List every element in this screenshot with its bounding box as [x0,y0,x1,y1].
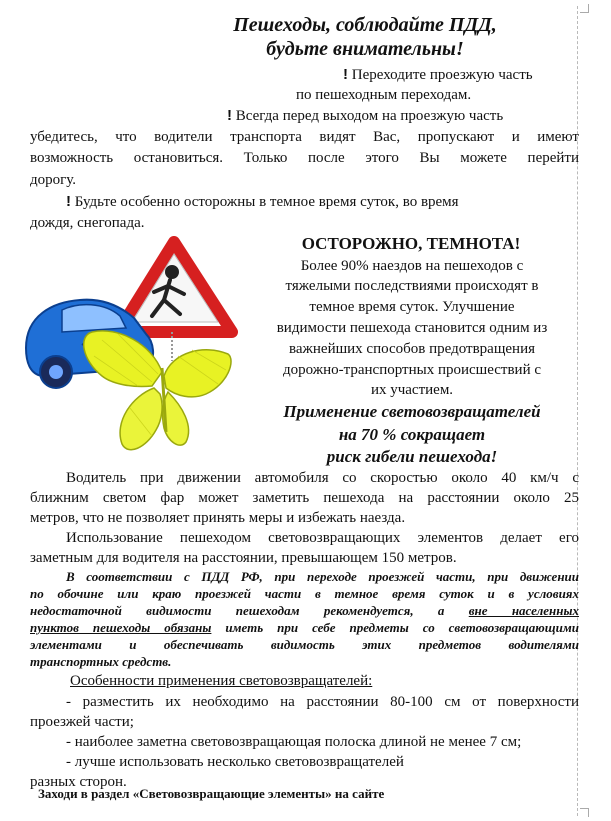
law-text-line: элементами и обеспечивать видимость этих предметов водителями [30,637,579,652]
reflector-claim-line-1: Применение световозвращателей [283,402,541,421]
darkness-text-line: тяжелыми последствиями происходят в [285,278,539,294]
intro-paragraph-1: ! Переходите проезжую часть [343,66,533,83]
law-text-line: В соответствии с ПДД РФ, при переходе проезжей части, при движении [66,569,579,584]
page-title-line-1: Пешеходы, соблюдайте ПДД, [233,14,497,36]
law-emphasis: вне населенных [468,603,579,618]
law-text-line: транспортных средств. [30,654,172,669]
exclamation-icon: ! [343,66,348,83]
darkness-text-line: Более 90% наездов на пешеходов с [300,258,524,274]
reflector-illustration [22,236,240,462]
features-item: - разместить их необходимо на расстоянии 80-100 см от поверхности [66,694,579,710]
features-item: - наиболее заметна световозвращающая полоска длиной не менее 7 см; [66,734,522,750]
darkness-text-line: дорожно-транспортных происшествий с [282,362,542,378]
intro-paragraph-1-cont: по пешеходным переходам. [296,87,472,103]
body-paragraph-line: заметным для водителя на расстоянии, превышающем 150 метров. [30,550,457,566]
features-item-cont: разных сторон. [30,774,127,790]
law-text-line: недостаточной видимости пешеходам рекомендуется, а вне населенных [30,603,579,618]
intro-paragraph-2-line: возможность остановиться. Только после этого Вы можете перейти [30,150,579,166]
intro-paragraph-3-cont: дождя, снегопада. [30,215,145,231]
intro-paragraph-2-line: дорогу. [30,172,77,188]
page-title-line-2: будьте внимательны! [266,38,464,60]
darkness-text-line: темное время суток. Улучшение [309,299,515,315]
reflector-claim-line-2: на 70 % сокращает [338,425,486,444]
law-text-line: пунктов пешеходы обязаны иметь при себе предметы со световозвращающими [30,620,579,635]
reflector-claim-line-3: риск гибели пешехода! [326,447,498,466]
corner-mark [580,808,589,817]
darkness-heading: ОСТОРОЖНО, ТЕМНОТА! [301,234,521,253]
features-item-cont: проезжей части; [30,714,134,730]
body-paragraph-line: Водитель при движении автомобиля со скоростью около 40 км/ч с [66,470,579,486]
darkness-text-line: важнейших способов предотвращения [288,341,535,357]
law-emphasis: пунктов пешеходы обязаны [30,620,212,635]
law-text-line: по обочине или краю проезжей части в темное время суток и в условиях [30,586,579,601]
intro-paragraph-2-line: убедитесь, что водители транспорта видят Вас, пропускают и имеют [30,129,579,145]
intro-paragraph-2: ! Всегда перед выходом на проезжую часть [227,107,504,124]
footer-link-text: Заходи в раздел «Световозвращающие элементы» на сайте [38,786,385,801]
corner-mark [580,4,589,13]
body-paragraph-line: Использование пешеходом световозвращающих элементов делает его [66,530,579,546]
body-paragraph-line: метров, что не позволяет принять меры и избежать наезда. [30,510,406,526]
darkness-text-line: их участием. [370,382,454,398]
body-paragraph-line: ближним светом фар может заметить пешехода на расстоянии около 25 [30,490,579,506]
butterfly-reflector-icon [84,331,231,450]
darkness-text-line: видимости пешехода становится одним из [276,320,548,336]
intro-paragraph-3: ! Будьте особенно осторожны в темное время суток, во время [66,193,459,210]
features-heading: Особенности применения световозвращателей: [70,673,373,689]
exclamation-icon: ! [66,193,71,210]
features-item: - лучше использовать несколько световозвращателей [66,754,404,770]
exclamation-icon: ! [227,107,232,124]
